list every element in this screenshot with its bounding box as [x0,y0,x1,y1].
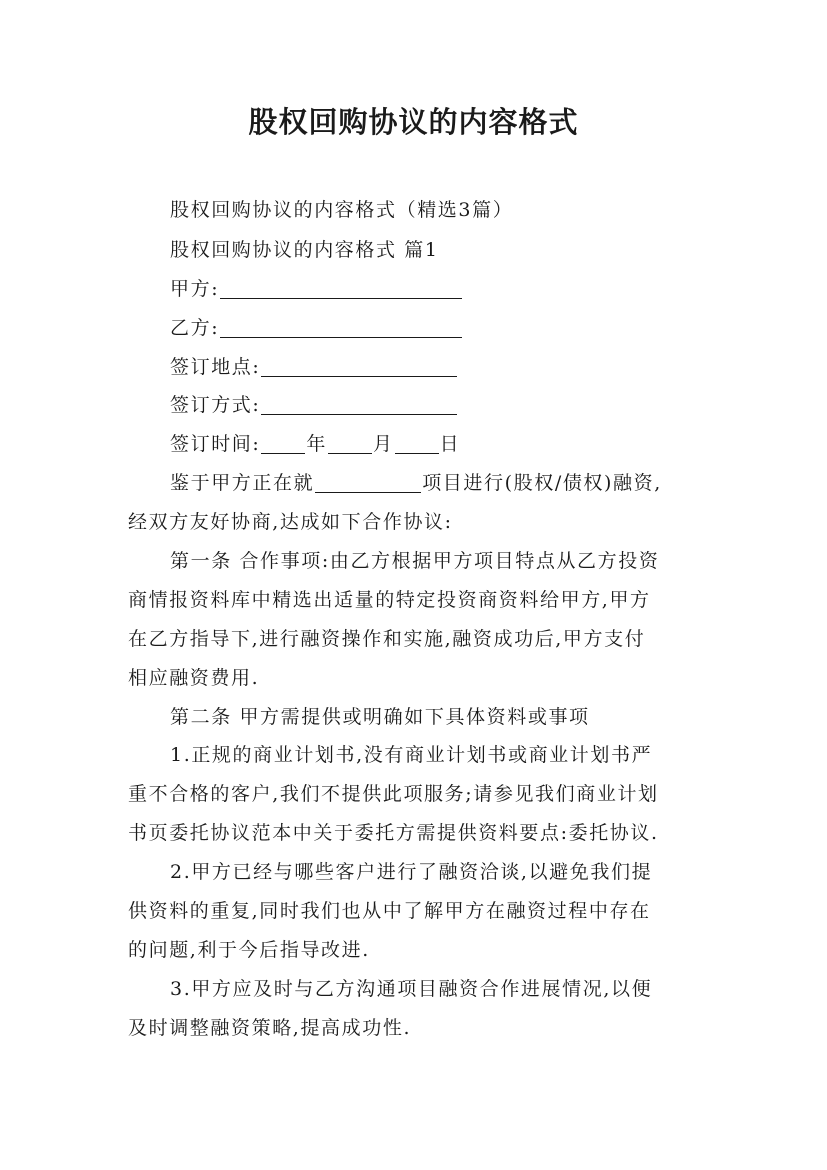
document-title: 股权回购协议的内容格式 [248,105,579,139]
month-label: 月 [373,433,394,455]
item-2-line-3: 的问题,利于今后指导改进. [128,939,370,961]
section-heading: 股权回购协议的内容格式 篇1 [170,239,439,261]
article-1-line-3: 在乙方指导下,进行融资操作和实施,融资成功后,甲方支付 [128,628,646,650]
item-1-line-2: 重不合格的客户,我们不提供此项服务;请参见我们商业计划 [128,783,659,805]
party-b-label: 乙方: [170,317,220,339]
item-3-line-2: 及时调整融资策略,提高成功性. [128,1017,412,1039]
place-label: 签订地点: [170,356,261,378]
method-blank [261,390,457,415]
month-blank [328,429,372,454]
project-blank [315,468,421,493]
year-blank [261,429,305,454]
intro-line-2: 经双方友好协商,达成如下合作协议: [128,511,453,533]
intro-text-b: 项目进行(股权/债权)融资, [422,472,662,494]
article-2-heading: 第二条 甲方需提供或明确如下具体资料或事项 [170,706,590,728]
party-a-label: 甲方: [170,278,220,300]
party-b-line [170,309,730,347]
day-label: 日 [439,433,461,455]
year-label: 年 [306,433,328,455]
item-3-line-1: 3.甲方应及时与乙方沟通项目融资合作进展情况,以便 [170,978,653,1000]
time-line [170,425,730,463]
party-a-line [170,270,730,308]
item-1-line-1: 1.正规的商业计划书,没有商业计划书或商业计划书严 [170,744,653,766]
place-blank [261,352,457,377]
subtitle-line: 股权回购协议的内容格式（精选3篇） [170,199,514,221]
intro-text-a: 鉴于甲方正在就 [170,472,315,494]
day-blank [395,429,439,454]
time-label: 签订时间: [170,433,261,455]
article-1-line-4: 相应融资费用. [128,667,260,689]
intro-line-1 [170,464,730,502]
party-b-blank [220,313,462,338]
article-1-line-1: 第一条 合作事项:由乙方根据甲方项目特点从乙方投资 [170,550,660,572]
item-2-line-1: 2.甲方已经与哪些客户进行了融资洽谈,以避免我们提 [170,861,653,883]
item-1-line-3: 书页委托协议范本中关于委托方需提供资料要点:委托协议. [128,822,659,844]
method-line [170,386,730,424]
item-2-line-2: 供资料的重复,同时我们也从中了解甲方在融资过程中存在 [128,900,651,922]
article-1-line-2: 商情报资料库中精选出适量的特定投资商资料给甲方,甲方 [128,589,651,611]
party-a-blank [220,274,462,299]
method-label: 签订方式: [170,394,261,416]
place-line [170,348,730,386]
